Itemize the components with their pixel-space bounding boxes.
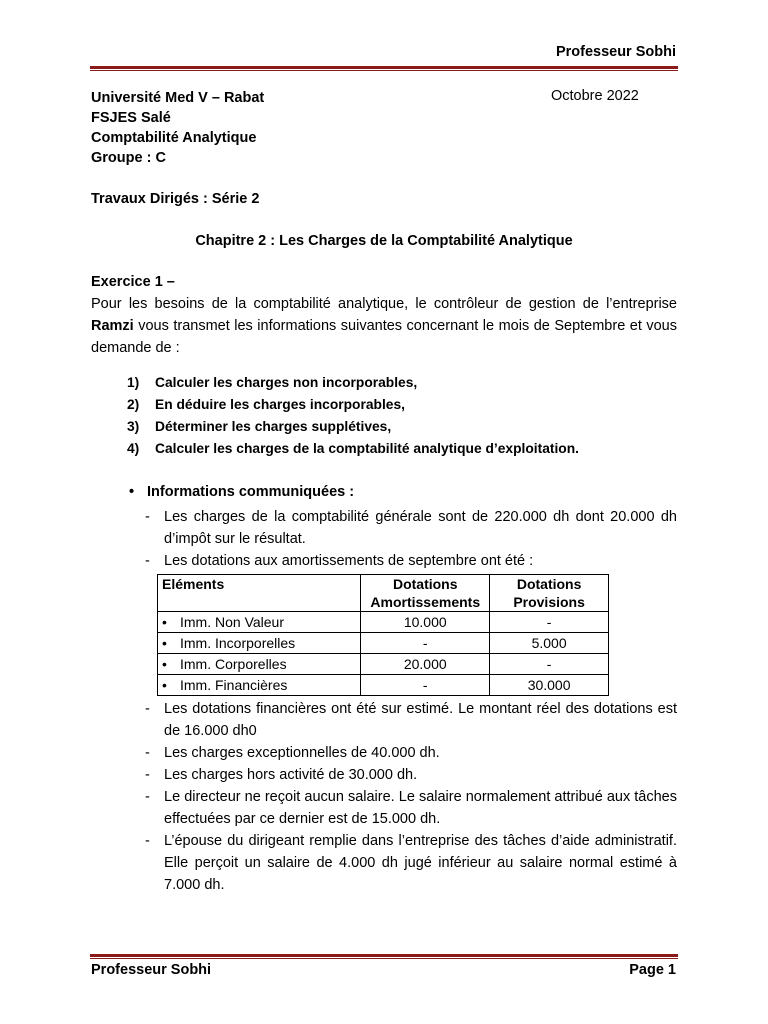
- task-number: 1): [127, 375, 140, 390]
- task-text: Calculer les charges de la comptabilité analytique d’exploitation.: [155, 441, 579, 456]
- row-label: Imm. Incorporelles: [180, 635, 296, 651]
- row-label: Imm. Corporelles: [180, 656, 287, 672]
- bullet-icon: •: [162, 677, 167, 693]
- task-text: Calculer les charges non incorporables,: [155, 375, 418, 390]
- series-title: Travaux Dirigés : Série 2: [91, 191, 260, 207]
- task-item: [127, 438, 579, 460]
- task-text: En déduire les charges incorporables,: [155, 397, 405, 412]
- table-cell: [158, 675, 361, 696]
- table-cell: [158, 654, 361, 675]
- dash-icon: -: [145, 553, 150, 569]
- task-number: 3): [127, 419, 140, 434]
- dash-icon: -: [145, 701, 150, 717]
- document-date: Octobre 2022: [551, 88, 639, 104]
- list-item-text: Les dotations financières ont été sur estimé. Le montant réel des dotations est de 16.000 dh0: [164, 701, 677, 739]
- task-text: Déterminer les charges supplétives,: [155, 419, 392, 434]
- row-label: Imm. Financières: [180, 677, 288, 693]
- company-name: Ramzi: [91, 318, 134, 334]
- bullet-icon: •: [162, 656, 167, 672]
- list-item: [145, 550, 677, 572]
- exercise-intro: [91, 293, 677, 359]
- list-item: [145, 764, 677, 786]
- group-name: Groupe : C: [91, 150, 166, 166]
- table-cell: 10.000: [361, 612, 490, 633]
- table-row: [158, 633, 609, 654]
- info-list: [145, 506, 677, 896]
- list-item: [145, 698, 677, 742]
- depreciation-table: [157, 574, 609, 696]
- table-row: [158, 654, 609, 675]
- task-item: [127, 394, 579, 416]
- faculty-name: FSJES Salé: [91, 110, 171, 126]
- list-item: [145, 786, 677, 830]
- bullet-icon: •: [162, 635, 167, 651]
- dash-icon: -: [145, 745, 150, 761]
- table-row: [158, 675, 609, 696]
- list-item-text: L’épouse du dirigeant remplie dans l’entreprise des tâches d’aide administratif. Elle perçoit un salaire de 4.000 dh jugé inférieur au salaire normal estimé à 7.000 dh.: [164, 833, 677, 893]
- task-number: 4): [127, 441, 140, 456]
- page-number: Page 1: [629, 962, 676, 978]
- list-item: [145, 830, 677, 896]
- list-item-text: Les charges exceptionnelles de 40.000 dh.: [164, 745, 440, 761]
- task-item: [127, 372, 579, 394]
- info-heading: [129, 484, 354, 500]
- list-item-text: Les dotations aux amortissements de septembre ont été :: [164, 553, 534, 569]
- course-info: [91, 88, 264, 168]
- footer-rule: [90, 954, 678, 959]
- row-label: Imm. Non Valeur: [180, 614, 284, 630]
- footer-author: Professeur Sobhi: [91, 962, 212, 978]
- table-row: [158, 612, 609, 633]
- table-cell: [158, 633, 361, 654]
- table-cell: -: [361, 675, 490, 696]
- course-name: Comptabilité Analytique: [91, 130, 257, 146]
- header-rule: [90, 66, 678, 71]
- list-item: [145, 742, 677, 764]
- table-cell: [158, 612, 361, 633]
- table-cell: -: [361, 633, 490, 654]
- table-cell: 30.000: [490, 675, 609, 696]
- bullet-icon: •: [129, 484, 135, 500]
- list-item-text: Les charges de la comptabilité générale sont de 220.000 dh dont 20.000 dh d’impôt sur le résultat.: [164, 509, 677, 547]
- table-header-cell: Eléments: [158, 575, 361, 612]
- chapter-title: Chapitre 2 : Les Charges de la Comptabilité Analytique: [195, 233, 573, 249]
- task-number: 2): [127, 397, 140, 412]
- university-name: Université Med V – Rabat: [91, 90, 265, 106]
- list-item-text: Les charges hors activité de 30.000 dh.: [164, 767, 418, 783]
- intro-text-before: Pour les besoins de la comptabilité analytique, le contrôleur de gestion de l’entreprise: [91, 296, 677, 312]
- bullet-icon: •: [162, 614, 167, 630]
- table-cell: -: [490, 612, 609, 633]
- task-item: [127, 416, 579, 438]
- table-header-cell: Dotations Amortissements: [361, 575, 490, 612]
- table-cell: -: [490, 654, 609, 675]
- header-author: Professeur Sobhi: [555, 44, 676, 60]
- table-header-cell: Dotations Provisions: [490, 575, 609, 612]
- task-list: [127, 372, 579, 460]
- dash-icon: -: [145, 767, 150, 783]
- table-cell: 20.000: [361, 654, 490, 675]
- list-item: [145, 506, 677, 550]
- dash-icon: -: [145, 509, 150, 525]
- info-title: Informations communiquées :: [147, 484, 355, 500]
- table-header-row: [158, 575, 609, 612]
- dash-icon: -: [145, 789, 150, 805]
- table-cell: 5.000: [490, 633, 609, 654]
- exercise-title: Exercice 1 –: [91, 274, 175, 290]
- list-item-text: Le directeur ne reçoit aucun salaire. Le salaire normalement attribué aux tâches effectuées par ce dernier est de 15.000 dh.: [164, 789, 677, 827]
- dash-icon: -: [145, 833, 150, 849]
- intro-text-after: vous transmet les informations suivantes concernant le mois de Septembre et vous demande de :: [91, 318, 677, 356]
